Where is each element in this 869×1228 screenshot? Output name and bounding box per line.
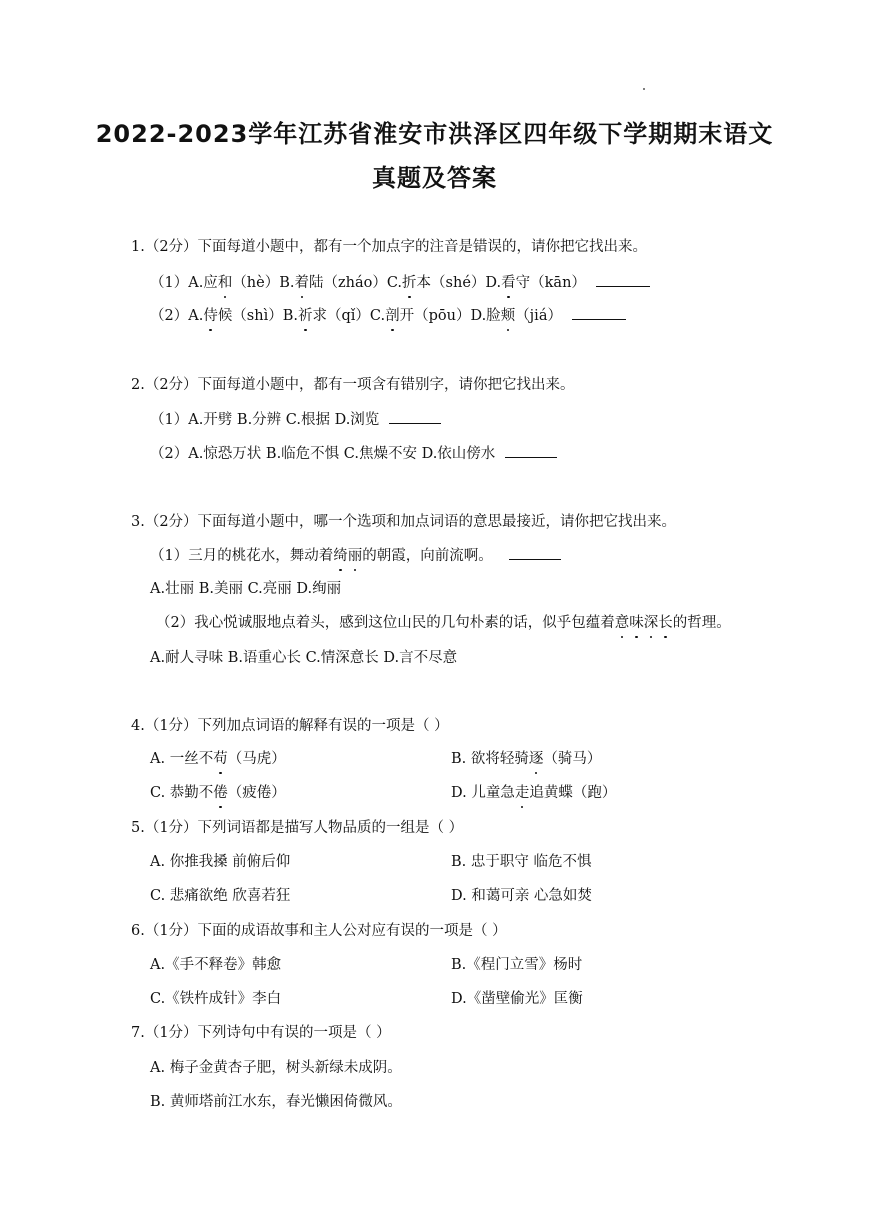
q1s1-dotted-char-3: 折 xyxy=(402,275,417,291)
q1s2-text-4: 开（pōu）D.脸 xyxy=(399,308,501,324)
question-4-stem: 4.（1分）下列加点词语的解释有误的一项是（ ） xyxy=(131,718,449,734)
q3s1-text-2: 的朝霞，向前流啊。 xyxy=(362,548,493,564)
question-7-option-b: B. 黄师塔前江水东，春光懒困倚微风。 xyxy=(150,1094,402,1110)
q2s1-text: （1）A.开劈 B.分辨 C.根据 D.浏览 xyxy=(150,412,380,428)
q3s2-text-1: （2）我心悦诚服地点着头，感到这位山民的几句朴素的话，似乎包蕴着 xyxy=(156,615,615,631)
question-2-sub-1 xyxy=(150,409,441,430)
q1s2-text-2: 候（shì）B. xyxy=(217,308,298,324)
q1s2-dotted-char-3: 剖 xyxy=(385,308,400,324)
question-3-sub-1-options: A.壮丽 B.美丽 C.亮丽 D.绚丽 xyxy=(150,581,342,597)
q4a-text-2: （马虎） xyxy=(227,751,286,767)
q3s1-dotted-char-2: 丽 xyxy=(347,548,363,564)
question-6-option-a: A.《手不释卷》韩愈 xyxy=(150,957,282,973)
question-7-stem: 7.（1分）下列诗句中有误的一项是（ ） xyxy=(131,1025,391,1041)
question-2-stem: 2.（2分）下面每道小题中，都有一项含有错别字，请你把它找出来。 xyxy=(131,377,575,393)
question-5-option-b: B. 忠于职守 临危不惧 xyxy=(451,854,592,870)
question-6-option-c: C.《铁杵成针》李白 xyxy=(150,991,282,1007)
q1s1-dotted-char-4: 看 xyxy=(501,275,516,291)
q3s2-dotted-char-3: 深 xyxy=(643,615,659,631)
q4d-text-1: D. 儿童急 xyxy=(451,785,515,801)
corner-dot-mark xyxy=(643,88,645,90)
q3s1-dotted-char-1: 绮 xyxy=(333,548,348,564)
question-4-option-d xyxy=(451,783,616,803)
question-4-option-c xyxy=(150,783,286,803)
q1s2-dotted-char-1: 侍 xyxy=(203,308,218,324)
q4b-dotted-char: 逐 xyxy=(528,751,544,767)
q4d-text-2: 追黄蝶（跑） xyxy=(529,785,617,801)
q1s1-dotted-char-2: 着 xyxy=(294,275,309,291)
q4c-dotted-char: 倦 xyxy=(213,785,228,801)
q4b-text-1: B. 欲将轻骑 xyxy=(451,751,529,767)
q1s1-text-2: （hè）B. xyxy=(232,275,295,291)
question-6-option-b: B.《程门立雪》杨时 xyxy=(451,957,583,973)
question-1-sub-2 xyxy=(150,305,626,326)
question-6-option-d: D.《凿壁偷光》匡衡 xyxy=(451,991,583,1007)
question-7-option-a: A. 梅子金黄杏子肥，树头新绿未成阴。 xyxy=(150,1060,402,1076)
question-4-option-a xyxy=(150,749,286,769)
q1s1-text-3: 陆（zháo）C. xyxy=(309,275,403,291)
q4c-text-2: （疲倦） xyxy=(227,785,286,801)
q1s2-dotted-char-4: 颊 xyxy=(500,308,516,324)
q1s2-dotted-char-2: 祈 xyxy=(298,308,313,324)
question-3-sub-2-options: A.耐人寻味 B.语重心长 C.情深意长 D.言不尽意 xyxy=(150,650,458,666)
question-1-sub-1 xyxy=(150,272,650,293)
q1s2-text-3: 求（qǐ）C. xyxy=(312,308,386,324)
q1s2-answer-blank[interactable] xyxy=(572,305,626,320)
q2s1-answer-blank[interactable] xyxy=(389,409,441,424)
q1s1-text-1: （1）A.应 xyxy=(150,275,218,291)
q1s2-text-5: （jiá） xyxy=(515,308,562,324)
q3s2-text-2: 的哲理。 xyxy=(672,615,731,631)
q3s1-answer-blank[interactable] xyxy=(509,545,561,560)
question-5-option-a: A. 你推我搡 前俯后仰 xyxy=(150,854,291,870)
question-3-sub-1 xyxy=(150,545,561,566)
q1s1-answer-blank[interactable] xyxy=(596,272,650,287)
q3s2-dotted-char-1: 意 xyxy=(614,615,630,631)
question-5-option-d: D. 和蔼可亲 心急如焚 xyxy=(451,888,592,904)
page-title-line-2: 真题及答案 xyxy=(372,164,497,192)
q3s1-text-1: （1）三月的桃花水，舞动着 xyxy=(150,548,334,564)
question-5-option-c: C. 悲痛欲绝 欣喜若狂 xyxy=(150,888,291,904)
q4a-text-1: A. 一丝不 xyxy=(150,751,214,767)
q1s1-text-5: 守（kān） xyxy=(515,275,586,291)
q4d-dotted-char: 走 xyxy=(514,785,530,801)
question-3-sub-2 xyxy=(156,613,731,633)
q3s2-dotted-char-4: 长 xyxy=(658,615,673,631)
q1s1-dotted-char-1: 和 xyxy=(217,275,233,291)
question-4-option-b xyxy=(451,749,601,769)
question-3-stem: 3.（2分）下面每道小题中，哪一个选项和加点词语的意思最接近，请你把它找出来。 xyxy=(131,514,677,530)
question-5-stem: 5.（1分）下列词语都是描写人物品质的一组是（ ） xyxy=(131,820,464,836)
q4a-dotted-char: 苟 xyxy=(213,751,228,767)
q4b-text-2: （骑马） xyxy=(543,751,602,767)
q2s2-text: （2）A.惊恐万状 B.临危不惧 C.焦燥不安 D.依山傍水 xyxy=(150,446,496,462)
question-2-sub-2 xyxy=(150,443,557,464)
q1s2-text-1: （2）A. xyxy=(150,308,204,324)
q2s2-answer-blank[interactable] xyxy=(505,443,557,458)
page-title-line-1: 2022-2023学年江苏省淮安市洪泽区四年级下学期期末语文 xyxy=(95,120,774,148)
question-6-stem: 6.（1分）下面的成语故事和主人公对应有误的一项是（ ） xyxy=(131,923,507,939)
q4c-text-1: C. 恭勤不 xyxy=(150,785,214,801)
q1s1-text-4: 本（shé）D. xyxy=(416,275,502,291)
q3s2-dotted-char-2: 味 xyxy=(629,615,644,631)
question-1-stem: 1.（2分）下面每道小题中，都有一个加点字的注音是错误的，请你把它找出来。 xyxy=(131,239,648,255)
